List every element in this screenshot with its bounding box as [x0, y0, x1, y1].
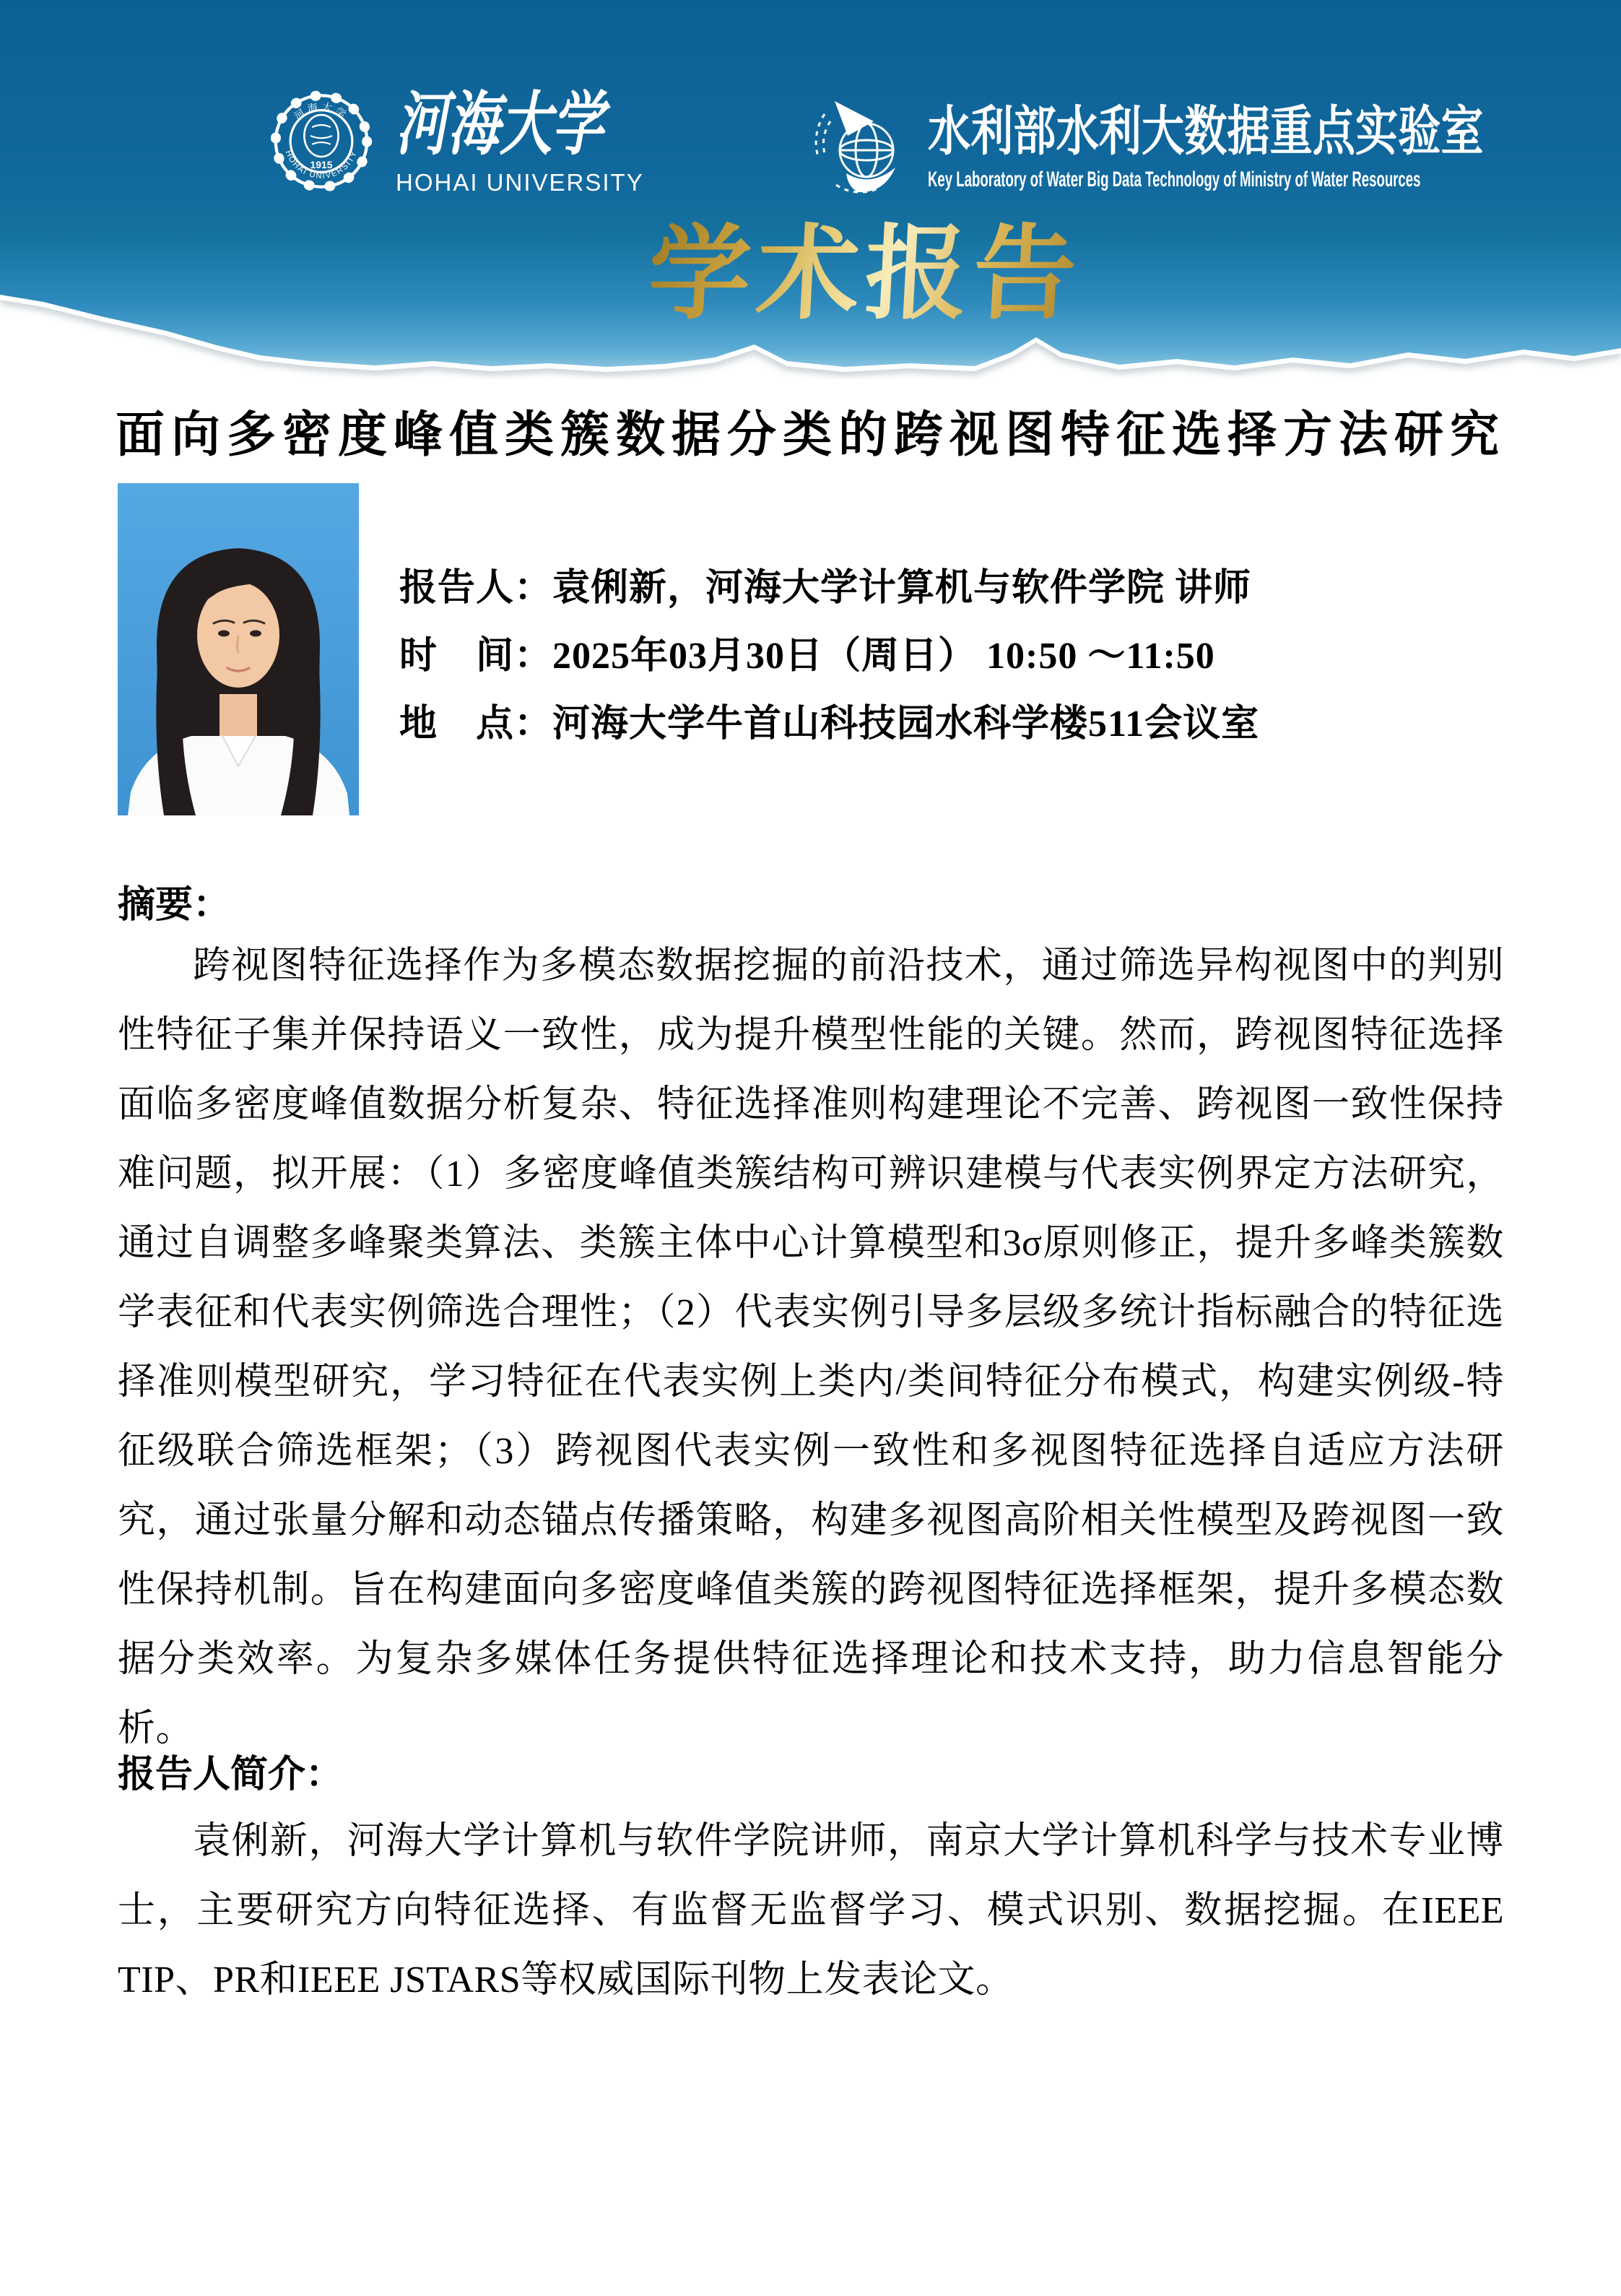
lab-names: [928, 103, 1621, 192]
info-row-time: [399, 623, 1511, 690]
bio-heading: 报告人简介：: [118, 1754, 344, 1795]
info-row-venue: [399, 690, 1511, 758]
hohai-name-cn: 河海大学: [396, 86, 604, 163]
lab-globe-icon: [814, 92, 912, 204]
abstract-body: 跨视图特征选择作为多模态数据挖掘的前沿技术，通过筛选异构视图中的判别性特征子集并保持语义一致性，成为提升模型性能的关键。然而，跨视图特征选择面临多密度峰值数据分析复杂、特征选择准则构建理论不完善、跨视图一致性保持难问题，拟开展：（1）多密度峰值类簇结构可辨识建模与代表实例界定方法研究，通过自调整多峰聚类算法、类簇主体中心计算模型和3σ原则修正，提升多峰类簇数学表征和代表实例筛选合理性；（2）代表实例引导多层级多统计指标融合的特征选择准则模型研究，学习特征在代表实例上类内/类间特征分布模式，构建实例级-特征级联合筛选框架；（3）跨视图代表实例一致性和多视图特征选择自适应方法研究，通过张量分解和动态锚点传播策略，构建多视图高阶相关性模型及跨视图一致性保持机制。旨在构建面向多密度峰值类簇的跨视图特征选择框架，提升多模态数据分类效率。为复杂多媒体任务提供特征选择理论和技术支持，助力信息智能分析。: [118, 945, 1504, 1749]
hohai-name-en: HOHAI UNIVERSITY: [396, 169, 644, 196]
page-title: 面向多密度峰值类簇数据分类的跨视图特征选择方法研究: [115, 407, 1505, 462]
lab-name-cn: 水利部水利大数据重点实验室: [928, 101, 1484, 161]
venue-label: 地 点：: [399, 703, 553, 745]
speaker-portrait-image: [118, 482, 359, 816]
lab-brand: [814, 92, 1621, 204]
abstract-heading: 摘要：: [118, 885, 231, 926]
hohai-seal-ring-text: HOHAI UNIVERSITY: [283, 149, 360, 181]
speaker-photo: [118, 482, 359, 816]
time-label: 时 间：: [399, 636, 553, 677]
hohai-seal-icon: [267, 85, 375, 197]
lab-name-en: Key Laboratory of Water Big Data Technology of Ministry of Water Resources: [928, 168, 1421, 191]
time-value: 2025年03月30日（周日） 10:50 ～11:50: [552, 636, 1215, 677]
hohai-seal-year: 1915: [310, 159, 333, 170]
speaker-label: 报告人：: [399, 568, 553, 609]
speaker-info: [399, 555, 1511, 758]
speaker-value: 袁俐新，河海大学计算机与软件学院 讲师: [552, 568, 1252, 609]
hohai-names: [396, 85, 673, 196]
torn-edge: [0, 278, 1621, 379]
banner-title: 学术报告: [645, 217, 1085, 332]
info-row-speaker: [399, 555, 1511, 623]
venue-value: 河海大学牛首山科技园水科学楼511会议室: [552, 703, 1260, 745]
hohai-seal-top-text: 河海大学: [292, 101, 350, 123]
header-banner: [0, 0, 1621, 379]
hohai-brand: [267, 85, 673, 197]
bio-body: 袁俐新，河海大学计算机与软件学院讲师，南京大学计算机科学与技术专业博士，主要研究方向特征选择、有监督无监督学习、模式识别、数据挖掘。在IEEE TIP、PR和IEEE JSTARS等权威国际刊物上发表论文。: [118, 1821, 1504, 2001]
